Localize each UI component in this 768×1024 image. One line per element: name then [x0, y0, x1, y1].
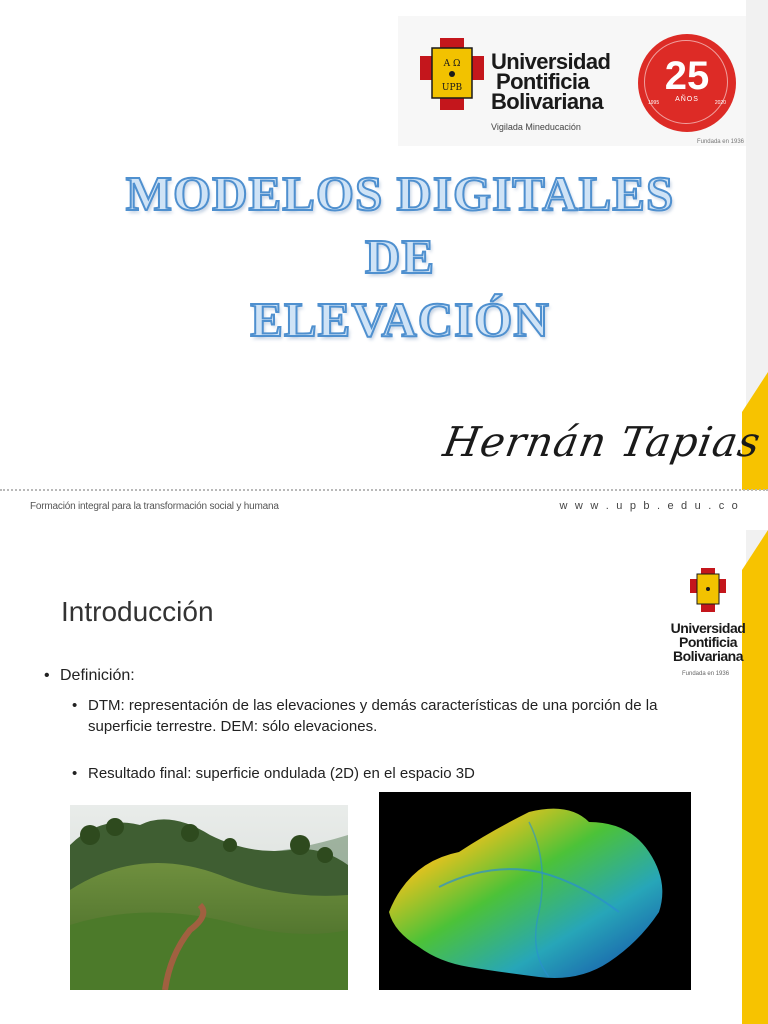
slide-heading: Introducción [61, 596, 214, 627]
vigilada-label: Vigilada Mineducación [491, 122, 581, 132]
university-name-line-2: Pontificia [496, 69, 590, 94]
university-shield-icon [420, 38, 484, 110]
title-slide [0, 0, 768, 490]
title-line-1: MODELOS DIGITALES [125, 166, 675, 221]
anniversary-number: 25 [664, 54, 710, 98]
author-signature: Hernán Tapias [439, 418, 765, 466]
shield-bottom-text: UPB [441, 83, 463, 93]
university-name-small-line-1: Universidad [670, 620, 746, 636]
university-name-small-line-3: Bolivariana [673, 648, 743, 664]
anniversary-badge [638, 34, 736, 132]
divider-dotted [0, 489, 768, 491]
founded-small: Fundada en 1936 [696, 139, 744, 145]
university-name-line-3: Bolivariana [491, 89, 604, 114]
anniversary-year-end: 2020 [714, 100, 726, 106]
bullet-definition-text: Definición: [60, 667, 135, 684]
bullet-definition: • Definición: [44, 667, 135, 684]
university-name [491, 49, 611, 114]
hillside-landscape-photo [70, 805, 348, 990]
university-shield-icon [690, 568, 726, 612]
footer-url: w w w . u p b . e d u . c o [559, 500, 740, 512]
title-line-3: ELEVACIÓN [250, 292, 550, 347]
bullet-dtm: • DTM: representación de las elevaciones y demás características de una porción de la superficie terrestre. DEM: sólo elevaciones. [72, 695, 722, 737]
dem-3d-render-image [379, 792, 691, 990]
anniversary-year-start: 1995 [648, 100, 660, 106]
anniversary-label: AÑOS [675, 96, 699, 103]
university-logo [398, 16, 746, 146]
university-name-line-1: Universidad [491, 49, 611, 74]
content-slide [0, 530, 768, 1024]
bullet-result: • Resultado final: superficie ondulada (2D) en el espacio 3D [72, 765, 475, 782]
university-logo-small [668, 568, 748, 677]
university-name-small-line-2: Pontificia [678, 634, 737, 650]
footer-tagline: Formación integral para la transformación social y humana [30, 501, 279, 512]
title-line-2: DE [364, 229, 436, 284]
university-name-small [668, 621, 748, 663]
bullet-dtm-text: DTM: representación de las elevaciones y demás características de una porción de la superficie terrestre. DEM: sólo elevaciones. [88, 697, 658, 735]
founded-label: Fundada en 1936 [682, 671, 730, 677]
shield-top-text: A Ω [443, 59, 461, 69]
bullet-result-text: Resultado final: superficie ondulada (2D) en el espacio 3D [88, 765, 475, 782]
